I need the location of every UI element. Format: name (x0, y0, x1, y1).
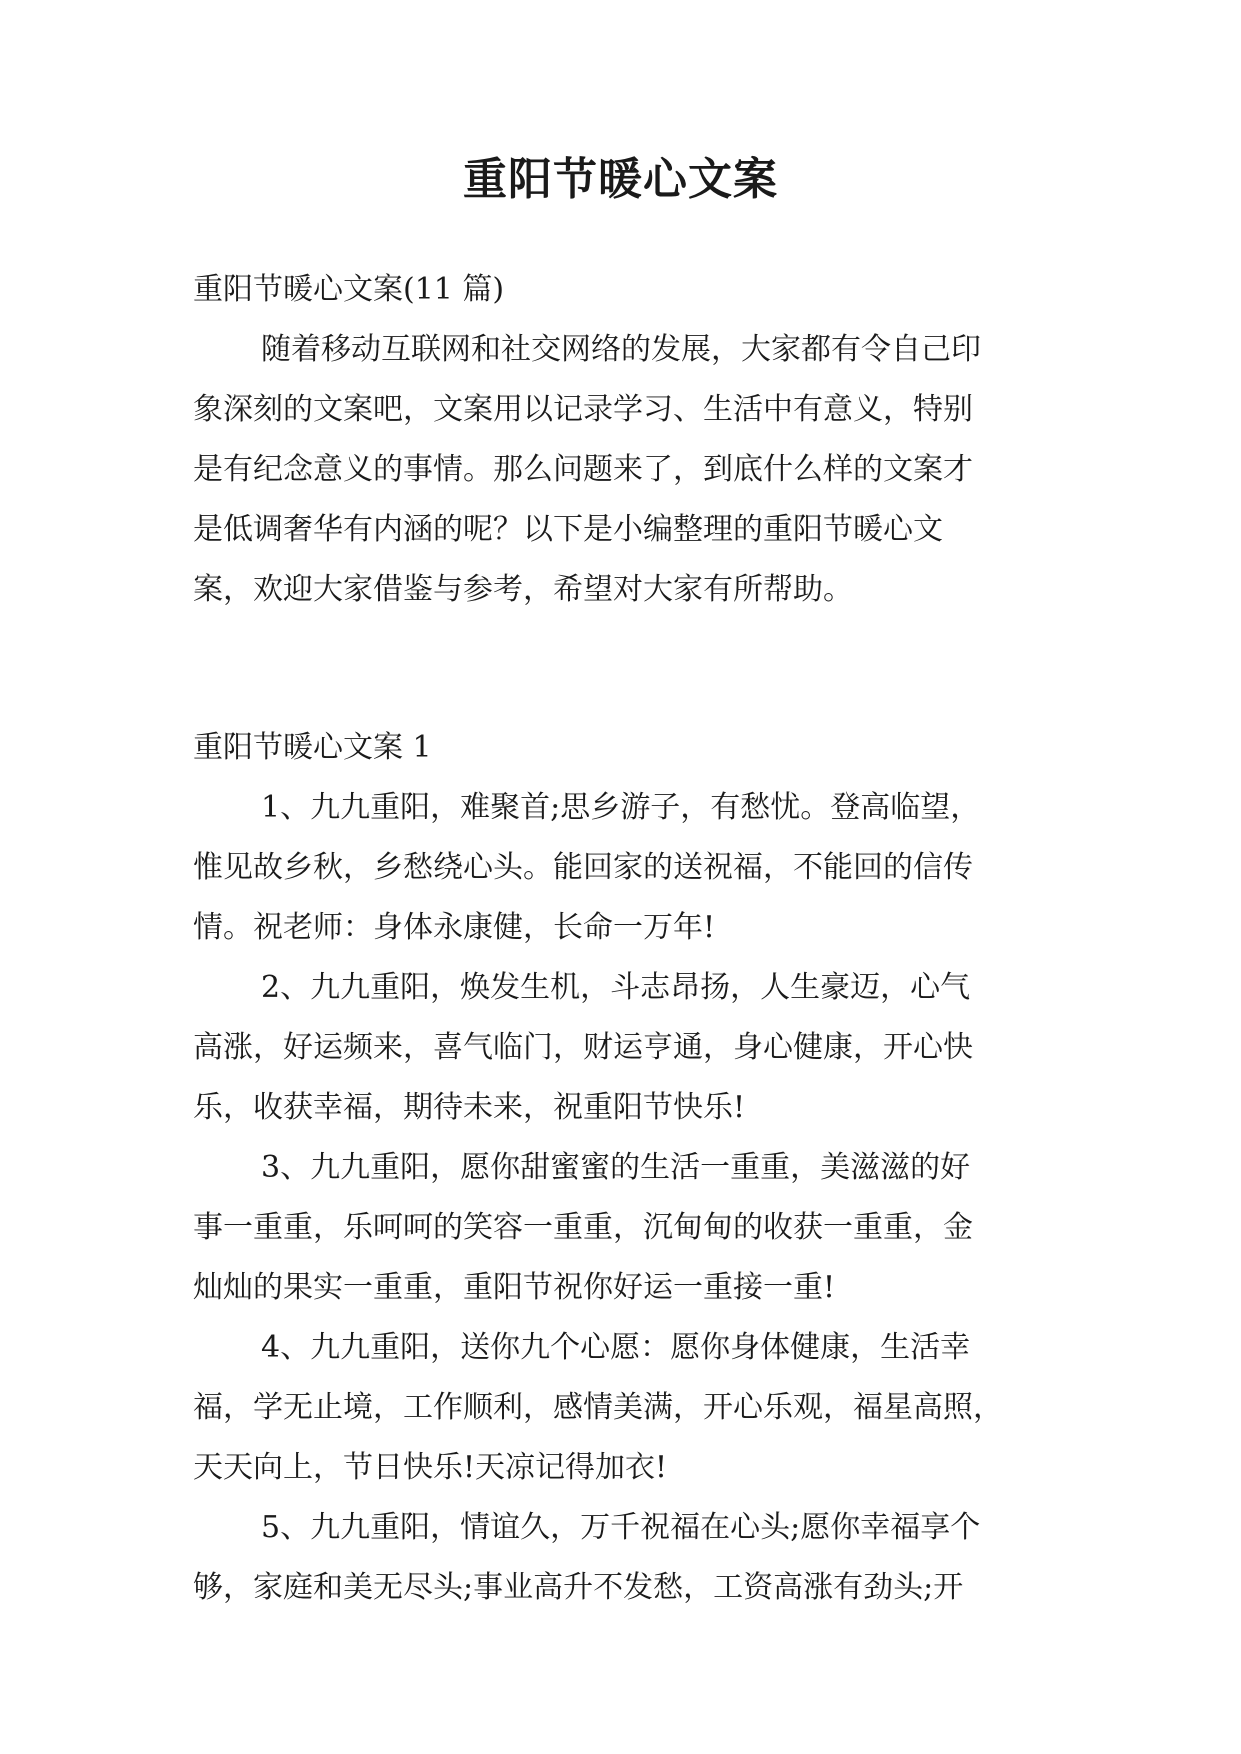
wish-item-1 (193, 778, 1053, 958)
wish-line: 天天向上，节日快乐!天凉记得加衣! (193, 1450, 668, 1485)
intro-line: 随着移动互联网和社交网络的发展，大家都有令自己印 (261, 332, 981, 367)
wish-item-5 (193, 1498, 1053, 1618)
document-body (193, 260, 1053, 1618)
wish-line: 情。祝老师：身体永康健，长命一万年! (193, 910, 716, 945)
wish-line: 1、九九重阳，难聚首;思乡游子，有愁忧。登高临望， (261, 790, 981, 825)
intro-line: 象深刻的文案吧，文案用以记录学习、生活中有意义，特别 (193, 392, 973, 427)
wish-line: 5、九九重阳，情谊久，万千祝福在心头;愿你幸福享个 (261, 1510, 981, 1545)
wish-line: 惟见故乡秋，乡愁绕心头。能回家的送祝福，不能回的信传 (193, 850, 973, 885)
wish-line: 灿灿的果实一重重，重阳节祝你好运一重接一重! (193, 1270, 836, 1305)
wish-line: 够，家庭和美无尽头;事业高升不发愁，工资高涨有劲头;开 (193, 1570, 964, 1605)
section-heading: 重阳节暖心文案 1 (193, 730, 432, 765)
intro-line: 是低调奢华有内涵的呢？以下是小编整理的重阳节暖心文 (193, 512, 943, 547)
intro-line: 案，欢迎大家借鉴与参考，希望对大家有所帮助。 (193, 572, 853, 607)
wish-item-2 (193, 958, 1053, 1138)
wish-line: 4、九九重阳，送你九个心愿：愿你身体健康，生活幸 (261, 1330, 971, 1365)
intro-line: 是有纪念意义的事情。那么问题来了，到底什么样的文案才 (193, 452, 973, 487)
wish-line: 2、九九重阳，焕发生机，斗志昂扬，人生豪迈，心气 (261, 970, 971, 1005)
wish-item-3 (193, 1138, 1053, 1318)
document-subtitle: 重阳节暖心文案(11 篇) (193, 272, 505, 307)
intro-paragraph (193, 320, 1053, 620)
wish-line: 乐，收获幸福，期待未来，祝重阳节快乐! (193, 1090, 746, 1125)
document-title: 重阳节暖心文案 (463, 154, 778, 205)
wish-line: 福，学无止境，工作顺利，感情美满，开心乐观，福星高照， (193, 1390, 1003, 1425)
section-spacer (193, 620, 1053, 718)
wish-line: 3、九九重阳，愿你甜蜜蜜的生活一重重，美滋滋的好 (261, 1150, 971, 1185)
wish-line: 高涨，好运频来，喜气临门，财运亨通，身心健康，开心快 (193, 1030, 973, 1065)
wish-line: 事一重重，乐呵呵的笑容一重重，沉甸甸的收获一重重，金 (193, 1210, 973, 1245)
wish-item-4 (193, 1318, 1053, 1498)
